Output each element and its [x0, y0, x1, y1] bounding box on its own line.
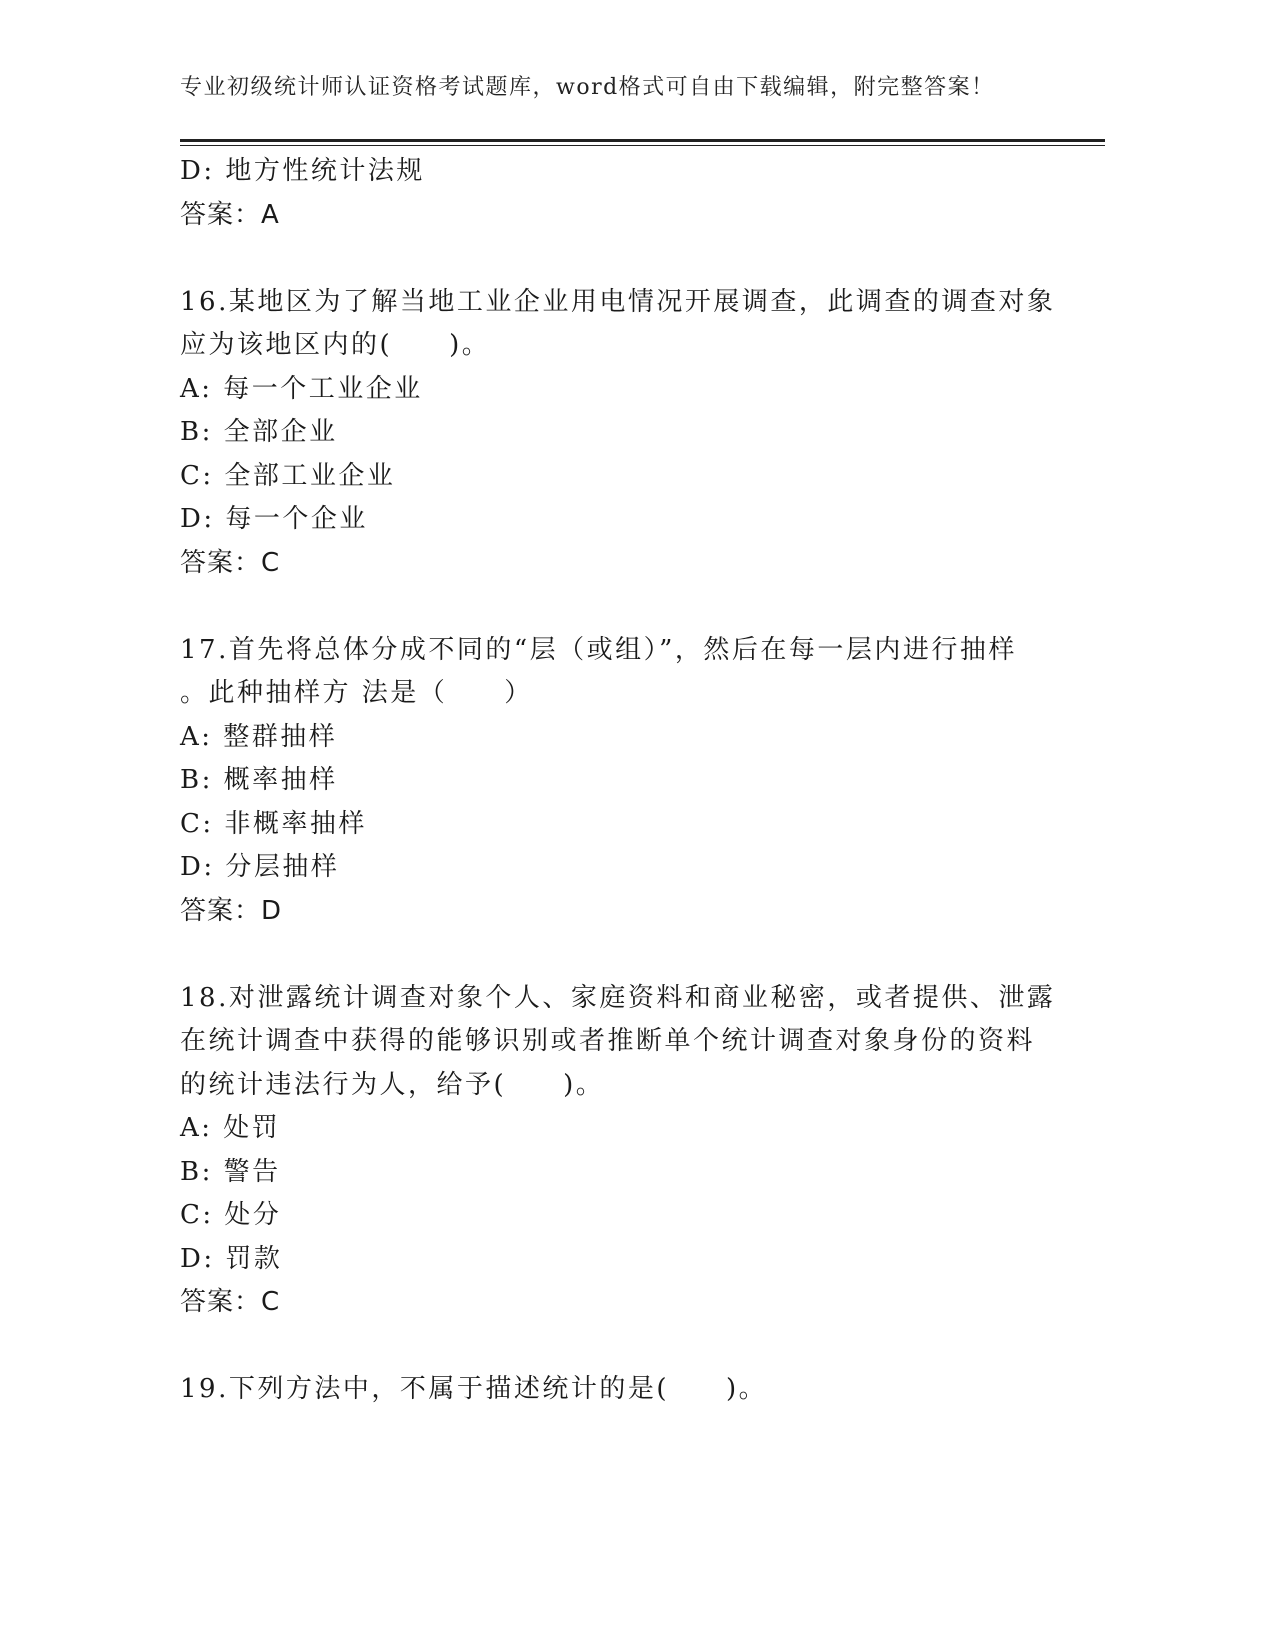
question-17-answer: 答案：D [180, 895, 283, 926]
question-18-option-a: A: 处罚 [180, 1113, 281, 1143]
question-19-stem-line1: 19.下列方法中，不属于描述统计的是( )。 [180, 1374, 768, 1404]
question-16-option-a: A: 每一个工业企业 [180, 373, 423, 404]
question-17-option-d: D: 分层抽样 [180, 852, 340, 882]
question-19 [180, 1368, 1050, 1412]
question-18-option-b: B: 警告 [180, 1156, 281, 1187]
question-16-option-b: B: 全部企业 [180, 417, 338, 447]
question-16-option-c: C: 全部工业企业 [180, 460, 396, 491]
question-16-option-d: D: 每一个企业 [180, 504, 368, 534]
header-rule-thin [180, 145, 1105, 146]
question-18-stem-line1: 18.对泄露统计调查对象个人、家庭资料和商业秘密，或者提供、泄露 [180, 982, 1056, 1013]
question-17 [180, 629, 1050, 934]
question-17-option-b: B: 概率抽样 [180, 765, 338, 795]
question-16-stem-line1: 16.某地区为了解当地工业企业用电情况开展调查，此调查的调查对象 [180, 286, 1056, 317]
prev-answer: 答案：A [180, 199, 280, 230]
question-18-option-d: D: 罚款 [180, 1243, 283, 1274]
question-17-option-a: A: 整群抽样 [180, 721, 338, 752]
question-18-stem-line3: 的统计违法行为人，给予( )。 [180, 1069, 605, 1100]
question-18-answer: 答案：C [180, 1287, 281, 1317]
question-18-option-c: C: 处分 [180, 1200, 282, 1230]
question-16 [180, 281, 1056, 586]
document-header: 专业初级统计师认证资格考试题库，word格式可自由下载编辑，附完整答案！ [180, 75, 995, 100]
question-17-option-c: C: 非概率抽样 [180, 808, 367, 839]
header-rule-thick [180, 139, 1105, 142]
question-17-stem-line1: 17.首先将总体分成不同的“层（或组）”，然后在每一层内进行抽样 [180, 634, 1017, 665]
question-16-answer: 答案：C [180, 547, 281, 578]
question-content [180, 150, 1056, 1412]
question-18-stem-line2: 在统计调查中获得的能够识别或者推断单个统计调查对象身份的资料 [180, 1026, 1036, 1056]
question-17-stem-line2: 。此种抽样方 法是（ ） [180, 678, 533, 708]
prev-option-d: D: 地方性统计法规 [180, 156, 425, 186]
question-16-stem-line2: 应为该地区内的( )。 [180, 330, 491, 360]
question-18 [180, 977, 1056, 1325]
